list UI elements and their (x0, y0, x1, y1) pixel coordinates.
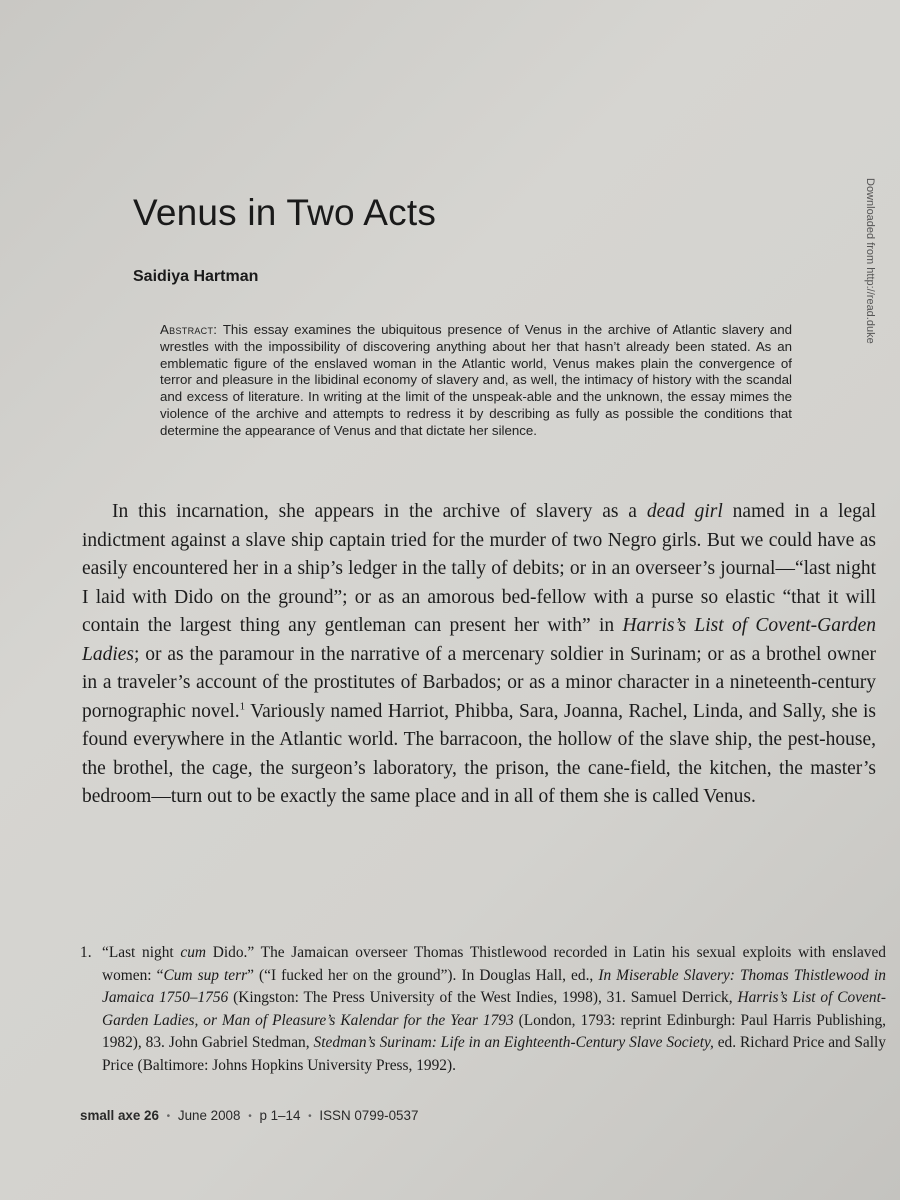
footnote-part: ed. Richard Price and Sally Price (Baltimore: Johns Hopkins University Press, 1992). (102, 1034, 886, 1074)
footnote-part: ” (“I fucked her on the ground”). In Douglas Hall, ed., (247, 966, 599, 984)
author-name: Saidiya Hartman (133, 268, 259, 285)
footnote-italic: Harris’s List of Covent-Garden Ladies, or Man of Pleasure’s Kalendar for the Year 1793 (102, 989, 886, 1029)
body-text-3: ; or as the paramour in the narrative of a mercenary soldier in Surinam; or as a brothel owner in a traveler’s account of the prostitutes of Barbados; or as a minor character in a nineteenth-century pornographic novel. (82, 643, 876, 722)
abstract (160, 322, 792, 440)
footnote (80, 942, 886, 1077)
journal-date: June 2008 (177, 1108, 241, 1123)
footnote-text (102, 942, 886, 1077)
separator-dot: • (248, 1111, 252, 1122)
journal-pages: p 1–14 (259, 1108, 301, 1123)
journal-issn: ISSN 0799-0537 (319, 1108, 419, 1123)
footnote-italic: In Miserable Slavery: Thomas Thistlewood in Jamaica 1750–1756 (102, 966, 887, 1006)
article-title: Venus in Two Acts (133, 192, 437, 233)
journal-footer (80, 1108, 418, 1123)
abstract-text: This essay examines the ubiquitous presence of Venus in the archive of Atlantic slavery and wrestles with the impossibility of discovering anything about her that hasn’t already been stated. As an emblematic figure of the enslaved woman in the Atlantic world, Venus makes plain the convergence of terror and pleasure in the libidinal economy of slavery and, as well, the intimacy of history with the scandal and excess of literature. In writing at the limit of the unspeak-able and the unknown, the essay mimes the violence of the archive and attempts to redress it by describing as fully as possible the conditions that determine the appearance of Venus and that dictate her silence. (160, 322, 792, 438)
download-watermark: Downloaded from http://read.duke (864, 178, 876, 344)
journal-name: small axe 26 (80, 1108, 159, 1123)
footnote-number: 1. (80, 944, 92, 961)
footnote-italic: cum (180, 944, 207, 961)
separator-dot: • (308, 1111, 312, 1122)
body-text-1: In this incarnation, she appears in the archive of slavery as a (112, 501, 647, 522)
body-title-harris-list: Harris’s List of Covent-Garden Ladies (82, 615, 876, 665)
separator-dot: • (166, 1111, 171, 1122)
body-text-4: Variously named Harriot, Phibba, Sara, Joanna, Rachel, Linda, and Sally, she is found everywhere in the Atlantic world. The barracoon, the hollow of the slave ship, the pest-house, the brothel, the cage, the surgeon’s laboratory, the prison, the cane-field, the kitchen, the master’s bedroom—turn out to be exactly the same place and in all of them she is called Venus. (82, 700, 876, 807)
footnote-reference[interactable]: 1 (239, 700, 246, 712)
body-text-2: named in a legal indictment against a slave ship captain tried for the murder of two Negro girls. But we could have as easily encountered her in a ship’s ledger in the tally of debits; or in an overseer’s journal—“last night I laid with Dido on the ground”; or as an amorous bed-fellow with a purse so elastic “that it will contain the largest thing any gentleman can present her with” in (82, 501, 876, 636)
body-emphasis-dead-girl: dead girl (646, 501, 723, 522)
footnote-part: Dido.” The Jamaican overseer Thomas Thistlewood recorded in Latin his sexual exploits with enslaved women: “ (102, 944, 886, 984)
abstract-label: Abstract: (160, 322, 218, 337)
footnote-italic: Stedman’s Surinam: Life in an Eighteenth-Century Slave Society, (313, 1034, 714, 1051)
footnote-part: (London, 1793: reprint Edinburgh: Paul Harris Publishing, 1982), 83. John Gabriel Stedman, (102, 1011, 886, 1051)
footnote-italic: Cum sup terr (163, 966, 248, 984)
footnote-part: (Kingston: The Press University of the West Indies, 1998), 31. Samuel Derrick, (228, 989, 738, 1006)
body-paragraph (82, 498, 876, 812)
footnote-part: “Last night (102, 944, 181, 961)
